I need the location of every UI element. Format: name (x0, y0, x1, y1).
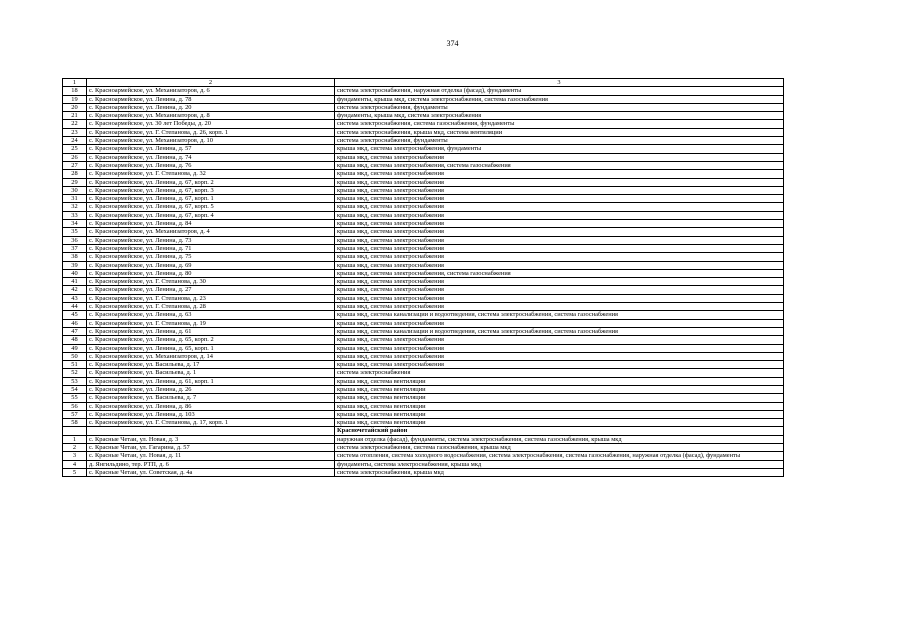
work-types-cell: наружная отделка (фасад), фундаменты, система электроснабжения, система газоснабжения, крыша мкд (335, 435, 784, 443)
work-types-cell: фундаменты, система электроснабжения, крыша мкд (335, 460, 784, 468)
work-types-cell: крыша мкд, система электроснабжения (335, 319, 784, 327)
section-heading-row (63, 427, 784, 435)
address-cell: с. Красноармейское, ул. Ленина, д. 74 (87, 153, 335, 161)
table-row (63, 120, 784, 128)
row-number-cell: 24 (63, 137, 87, 145)
work-types-cell: крыша мкд, система вентиляции (335, 377, 784, 385)
page-number: 374 (446, 39, 459, 48)
table-row (63, 327, 784, 335)
address-cell: с. Красноармейское, ул. Ленина, д. 69 (87, 261, 335, 269)
work-types-cell: крыша мкд, система вентиляции (335, 402, 784, 410)
work-types-cell: крыша мкд, система вентиляции (335, 410, 784, 418)
table-row (63, 228, 784, 236)
address-cell: с. Красные Четаи, ул. Советская, д. 4а (87, 468, 335, 476)
work-types-cell: фундаменты, крыша мкд, система электроснабжения, система газоснабжения (335, 95, 784, 103)
work-types-cell: крыша мкд, система вентиляции (335, 385, 784, 393)
address-cell: с. Красноармейское, ул. Г. Степанова, д. 30 (87, 278, 335, 286)
work-types-cell: крыша мкд, система электроснабжения, система газоснабжения (335, 269, 784, 277)
row-number-cell: 29 (63, 178, 87, 186)
table-row (63, 145, 784, 153)
work-types-cell: крыша мкд, система электроснабжения (335, 203, 784, 211)
table-row (63, 361, 784, 369)
address-cell: с. Красноармейское, ул. Васильева, д. 17 (87, 361, 335, 369)
table-row (63, 95, 784, 103)
address-cell: с. Красноармейское, ул. Г. Степанова, д. 26, корп. 1 (87, 128, 335, 136)
header-cell-2: 2 (87, 79, 335, 87)
table-body (63, 79, 784, 477)
table-row (63, 336, 784, 344)
row-number-cell: 54 (63, 385, 87, 393)
row-number-cell: 39 (63, 261, 87, 269)
work-types-cell: крыша мкд, система электроснабжения (335, 294, 784, 302)
address-cell: с. Красноармейское, ул. Г. Степанова, д. 17, корп. 1 (87, 419, 335, 427)
row-number-cell: 34 (63, 220, 87, 228)
row-number-cell: 57 (63, 410, 87, 418)
row-number-cell: 46 (63, 319, 87, 327)
table-row (63, 244, 784, 252)
row-number-cell: 37 (63, 244, 87, 252)
row-number-cell: 19 (63, 95, 87, 103)
row-number-cell: 45 (63, 311, 87, 319)
header-cell-3: 3 (335, 79, 784, 87)
work-types-cell: крыша мкд, система электроснабжения (335, 178, 784, 186)
row-number-cell: 51 (63, 361, 87, 369)
table-row (63, 377, 784, 385)
address-cell: с. Красноармейское, ул. Г. Степанова, д. 28 (87, 303, 335, 311)
row-number-cell: 43 (63, 294, 87, 302)
table-row (63, 211, 784, 219)
repair-list-table (62, 78, 784, 477)
table-row (63, 269, 784, 277)
address-cell: с. Красноармейское, ул. Г. Степанова, д. 23 (87, 294, 335, 302)
work-types-cell: фундаменты, крыша мкд, система электроснабжения (335, 112, 784, 120)
row-number-cell: 4 (63, 460, 87, 468)
work-types-cell: крыша мкд, система электроснабжения (335, 186, 784, 194)
row-number-cell: 52 (63, 369, 87, 377)
row-number-cell: 53 (63, 377, 87, 385)
table-row (63, 261, 784, 269)
row-number-cell: 44 (63, 303, 87, 311)
table-row (63, 286, 784, 294)
row-number-cell: 23 (63, 128, 87, 136)
header-row (63, 79, 784, 87)
table-row (63, 468, 784, 476)
address-cell: с. Красноармейское, ул. Ленина, д. 103 (87, 410, 335, 418)
row-number-cell: 31 (63, 195, 87, 203)
row-number-cell: 47 (63, 327, 87, 335)
row-number-cell: 40 (63, 269, 87, 277)
row-number-cell: 28 (63, 170, 87, 178)
address-cell: с. Красноармейское, ул. Ленина, д. 63 (87, 311, 335, 319)
row-number-cell: 56 (63, 402, 87, 410)
table-row (63, 87, 784, 95)
address-cell: с. Красноармейское, ул. Ленина, д. 27 (87, 286, 335, 294)
work-types-cell: крыша мкд, система электроснабжения (335, 352, 784, 360)
table-row (63, 294, 784, 302)
work-types-cell: крыша мкд, система электроснабжения, фундаменты (335, 145, 784, 153)
row-number-cell: 55 (63, 394, 87, 402)
row-number-cell: 21 (63, 112, 87, 120)
work-types-cell: система электроснабжения, система газоснабжения, крыша мкд (335, 444, 784, 452)
row-number-cell: 42 (63, 286, 87, 294)
address-cell: с. Красные Четаи, ул. Гагарина, д. 57 (87, 444, 335, 452)
work-types-cell: система электроснабжения, фундаменты (335, 137, 784, 145)
address-cell: с. Красноармейское, ул. Ленина, д. 67, корп. 2 (87, 178, 335, 186)
address-cell: с. Красноармейское, ул. Ленина, д. 80 (87, 269, 335, 277)
address-cell: с. Красноармейское, ул. Механизаторов, д. 4 (87, 228, 335, 236)
work-types-cell: крыша мкд, система электроснабжения (335, 253, 784, 261)
table-row (63, 103, 784, 111)
row-number-cell: 30 (63, 186, 87, 194)
table-row (63, 195, 784, 203)
table-row (63, 419, 784, 427)
work-types-cell: система электроснабжения, наружная отделка (фасад), фундаменты (335, 87, 784, 95)
header-cell-1: 1 (63, 79, 87, 87)
address-cell: с. Красноармейское, ул. Ленина, д. 76 (87, 161, 335, 169)
work-types-cell: крыша мкд, система электроснабжения, система газоснабжения (335, 161, 784, 169)
row-number-cell: 41 (63, 278, 87, 286)
table-row (63, 236, 784, 244)
table-row (63, 452, 784, 460)
table-row (63, 178, 784, 186)
address-cell: с. Красные Четаи, ул. Новая, д. 11 (87, 452, 335, 460)
address-cell: с. Красноармейское, ул. Ленина, д. 61, корп. 1 (87, 377, 335, 385)
row-number-cell: 35 (63, 228, 87, 236)
address-cell: с. Красноармейское, ул. Ленина, д. 84 (87, 220, 335, 228)
work-types-cell: крыша мкд, система электроснабжения (335, 303, 784, 311)
row-number-cell: 25 (63, 145, 87, 153)
work-types-cell: система электроснабжения, фундаменты (335, 103, 784, 111)
table-row (63, 203, 784, 211)
address-cell: с. Красноармейское, ул. Ленина, д. 67, корп. 3 (87, 186, 335, 194)
address-cell: с. Красноармейское, ул. Ленина, д. 78 (87, 95, 335, 103)
work-types-cell: крыша мкд, система электроснабжения (335, 211, 784, 219)
address-cell: с. Красноармейское, ул. Ленина, д. 67, корп. 1 (87, 195, 335, 203)
row-number-cell (63, 427, 87, 435)
table-row (63, 153, 784, 161)
row-number-cell: 27 (63, 161, 87, 169)
row-number-cell: 32 (63, 203, 87, 211)
row-number-cell: 20 (63, 103, 87, 111)
work-types-cell: крыша мкд, система электроснабжения (335, 361, 784, 369)
row-number-cell: 3 (63, 452, 87, 460)
work-types-cell: крыша мкд, система вентиляции (335, 394, 784, 402)
table-row (63, 435, 784, 443)
address-cell: с. Красноармейское, ул. Г. Степанова, д. 32 (87, 170, 335, 178)
address-cell: с. Красноармейское, ул. Ленина, д. 75 (87, 253, 335, 261)
address-cell: с. Красноармейское, ул. Ленина, д. 86 (87, 402, 335, 410)
address-cell: с. Красноармейское, ул. Ленина, д. 65, корп. 1 (87, 344, 335, 352)
work-types-cell: крыша мкд, система электроснабжения (335, 195, 784, 203)
table-row (63, 402, 784, 410)
work-types-cell: крыша мкд, система канализации и водоотведения, система электроснабжения, система газоснабжения (335, 311, 784, 319)
row-number-cell: 1 (63, 435, 87, 443)
table-row (63, 460, 784, 468)
address-cell: с. Красноармейское, ул. Механизаторов, д. 10 (87, 137, 335, 145)
address-cell: с. Красноармейское, ул. Васильева, д. 7 (87, 394, 335, 402)
row-number-cell: 5 (63, 468, 87, 476)
work-types-cell: Красночетайский район (335, 427, 784, 435)
work-types-cell: крыша мкд, система электроснабжения (335, 244, 784, 252)
address-cell: с. Красноармейское, ул. Ленина, д. 67, корп. 5 (87, 203, 335, 211)
row-number-cell: 58 (63, 419, 87, 427)
table-row (63, 344, 784, 352)
row-number-cell: 50 (63, 352, 87, 360)
row-number-cell: 26 (63, 153, 87, 161)
row-number-cell: 49 (63, 344, 87, 352)
address-cell: с. Красноармейское, ул. Васильева, д. 1 (87, 369, 335, 377)
row-number-cell: 18 (63, 87, 87, 95)
table-row (63, 278, 784, 286)
address-cell: с. Красноармейское, ул. Ленина, д. 20 (87, 103, 335, 111)
work-types-cell: крыша мкд, система электроснабжения (335, 170, 784, 178)
table-row (63, 128, 784, 136)
address-cell: д. Янгильдино, тер. РТП, д. 6 (87, 460, 335, 468)
work-types-cell: крыша мкд, система электроснабжения (335, 236, 784, 244)
table-row (63, 311, 784, 319)
address-cell: с. Красноармейское, ул. Ленина, д. 61 (87, 327, 335, 335)
row-number-cell: 2 (63, 444, 87, 452)
address-cell: с. Красноармейское, ул. Механизаторов, д. 8 (87, 112, 335, 120)
table-row (63, 137, 784, 145)
row-number-cell: 38 (63, 253, 87, 261)
table-row (63, 394, 784, 402)
work-types-cell: система электроснабжения (335, 369, 784, 377)
table-row (63, 112, 784, 120)
address-cell: с. Красноармейское, ул. Ленина, д. 57 (87, 145, 335, 153)
table-row (63, 319, 784, 327)
table-row (63, 369, 784, 377)
address-cell: с. Красноармейское, ул. Ленина, д. 26 (87, 385, 335, 393)
table-row (63, 220, 784, 228)
address-cell: с. Красноармейское, ул. Ленина, д. 73 (87, 236, 335, 244)
work-types-cell: крыша мкд, система электроснабжения (335, 220, 784, 228)
table-row (63, 170, 784, 178)
row-number-cell: 36 (63, 236, 87, 244)
table-row (63, 161, 784, 169)
work-types-cell: система отопления, система холодного водоснабжения, система электроснабжения, система газоснабжения, наружная отделка (фасад), фундаменты (335, 452, 784, 460)
row-number-cell: 48 (63, 336, 87, 344)
address-cell: с. Красноармейское, ул. Ленина, д. 65, корп. 2 (87, 336, 335, 344)
table-row (63, 186, 784, 194)
work-types-cell: крыша мкд, система канализации и водоотведения, система электроснабжения, система газоснабжения (335, 327, 784, 335)
address-cell: с. Красноармейское, ул. Г. Степанова, д. 19 (87, 319, 335, 327)
table-row (63, 385, 784, 393)
work-types-cell: крыша мкд, система вентиляции (335, 419, 784, 427)
work-types-cell: система электроснабжения, крыша мкд (335, 468, 784, 476)
work-types-cell: крыша мкд, система электроснабжения (335, 261, 784, 269)
table-row (63, 410, 784, 418)
address-cell: с. Красноармейское, ул. Механизаторов, д. 14 (87, 352, 335, 360)
address-cell: с. Красноармейское, ул. Ленина, д. 67, корп. 4 (87, 211, 335, 219)
work-types-cell: крыша мкд, система электроснабжения (335, 228, 784, 236)
address-cell: с. Красноармейское, ул. Механизаторов, д. 6 (87, 87, 335, 95)
address-cell (87, 427, 335, 435)
table-row (63, 444, 784, 452)
address-cell: с. Красноармейское, ул. Ленина, д. 71 (87, 244, 335, 252)
work-types-cell: система электроснабжения, система газоснабжения, фундаменты (335, 120, 784, 128)
table-row (63, 352, 784, 360)
work-types-cell: крыша мкд, система электроснабжения (335, 344, 784, 352)
table-row (63, 253, 784, 261)
table-row (63, 303, 784, 311)
address-cell: с. Красноармейское, ул. 30 лет Победы, д. 20 (87, 120, 335, 128)
work-types-cell: крыша мкд, система электроснабжения (335, 286, 784, 294)
row-number-cell: 22 (63, 120, 87, 128)
work-types-cell: крыша мкд, система электроснабжения (335, 278, 784, 286)
work-types-cell: крыша мкд, система электроснабжения (335, 336, 784, 344)
row-number-cell: 33 (63, 211, 87, 219)
work-types-cell: система электроснабжения, крыша мкд, система вентиляции (335, 128, 784, 136)
address-cell: с. Красные Четаи, ул. Новая, д. 3 (87, 435, 335, 443)
work-types-cell: крыша мкд, система электроснабжения (335, 153, 784, 161)
